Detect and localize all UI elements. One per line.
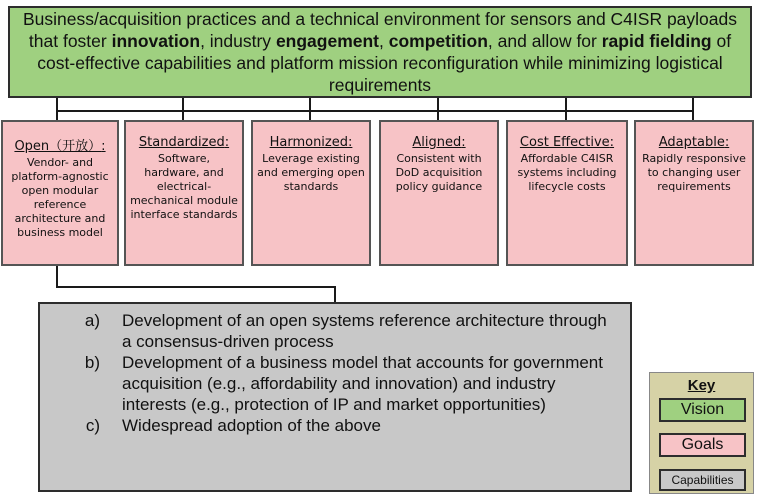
goal-description: Rapidly responsive to changing user requirements [642, 152, 746, 193]
goal-cost-effective [506, 120, 628, 266]
connector-drop-4 [437, 97, 439, 121]
goal-description: Affordable C4ISR systems including lifecycle costs [517, 152, 617, 193]
connector-goal-to-capabilities-vertical [56, 265, 58, 287]
capability-item [40, 415, 620, 436]
goal-title: Harmonized: [269, 135, 353, 150]
legend-title: Key [687, 377, 716, 394]
capability-letter: a) [84, 311, 100, 330]
connector-goal-to-capabilities-horizontal [56, 286, 336, 288]
legend-goals: Goals [659, 433, 746, 457]
goal-title: Adaptable: [658, 135, 730, 150]
connector-vision-to-goals [56, 110, 694, 112]
capability-item [40, 352, 620, 415]
connector-drop-6 [692, 97, 694, 121]
capability-text: Widespread adoption of the above [122, 416, 381, 435]
goal-description: Vendor- and platform-agnostic open modular reference architecture and business model [11, 156, 109, 239]
vision-emphasis: rapid fielding [601, 31, 712, 51]
legend-capabilities: Capabilities [659, 469, 746, 491]
goal-title: Cost Effective: [519, 135, 615, 150]
goal-adaptable [634, 120, 754, 266]
vision-emphasis: competition [388, 31, 488, 51]
legend-vision: Vision [659, 398, 746, 422]
goal-description: Consistent with DoD acquisition policy guidance [395, 152, 483, 193]
goal-aligned [379, 120, 499, 266]
connector-drop-3 [309, 97, 311, 121]
goal-title: Open（开放）: [14, 139, 106, 154]
vision-segment: , and allow for [487, 31, 602, 51]
capability-text: Development of a business model that accounts for government acquisition (e.g., affordability and innovation) and industry interests (e.g., protection of IP and market opportunities) [122, 353, 603, 414]
connector-drop-5 [565, 97, 567, 121]
capabilities-box [38, 302, 632, 492]
connector-goal-to-capabilities-drop [334, 286, 336, 303]
goal-standardized [124, 120, 244, 266]
vision-emphasis: engagement [275, 31, 380, 51]
vision-segment: of cost-effective capabilities and platform mission reconfiguration while minimizing logistical requirements [37, 31, 732, 95]
vision-text [22, 8, 738, 96]
goal-title: Aligned: [412, 135, 466, 150]
goal-description: Leverage existing and emerging open standards [257, 152, 365, 193]
vision-segment: , [379, 31, 389, 51]
capability-text: Development of an open systems reference architecture through a consensus-driven process [122, 311, 607, 351]
legend-key [649, 372, 754, 494]
capability-letter: c) [85, 416, 100, 435]
vision-segment: , industry [200, 31, 276, 51]
goal-title: Standardized: [138, 135, 230, 150]
capability-item [40, 310, 620, 352]
goal-open [1, 120, 119, 266]
capability-letter: b) [84, 353, 100, 372]
vision-emphasis: innovation [111, 31, 201, 51]
vision-segment: Business/acquisition practices and a technical environment for sensors and C4ISR payloads that foster [23, 9, 737, 51]
connector-drop-2 [182, 97, 184, 121]
goal-description: Software, hardware, and electrical-mechanical module interface standards [130, 152, 238, 221]
goal-harmonized [251, 120, 371, 266]
connector-drop-1 [56, 97, 58, 121]
vision-box [8, 6, 752, 98]
